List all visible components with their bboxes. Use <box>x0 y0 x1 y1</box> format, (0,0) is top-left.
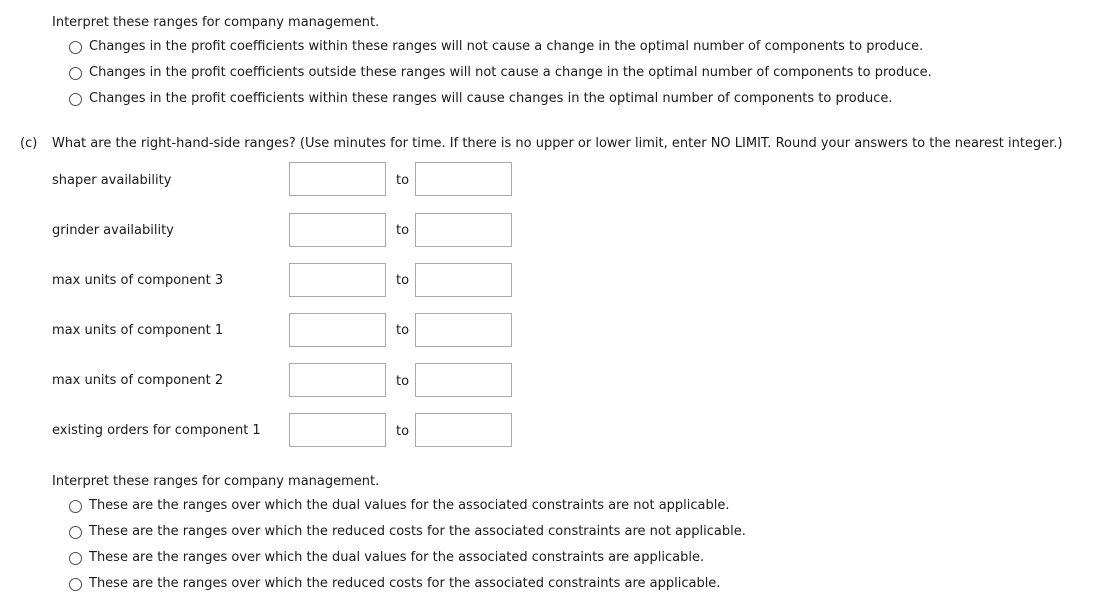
option-label: These are the ranges over which the dual values for the associated constraints are not applicable. <box>89 498 730 513</box>
to-label: to <box>396 424 410 439</box>
radio-button[interactable] <box>69 93 82 106</box>
radio-button[interactable] <box>69 552 82 565</box>
coefficient-option-3[interactable] <box>69 91 893 107</box>
component-3-upper-input[interactable] <box>415 263 512 297</box>
shaper-lower-input[interactable] <box>289 162 386 196</box>
radio-button[interactable] <box>69 67 82 80</box>
to-label: to <box>396 374 410 389</box>
rhs-option-2[interactable] <box>69 524 746 540</box>
rhs-option-4[interactable] <box>69 576 720 592</box>
component-3-lower-input[interactable] <box>289 263 386 297</box>
to-label: to <box>396 273 410 288</box>
option-label: Changes in the profit coefficients within these ranges will not cause a change in the optimal number of components to produce. <box>89 39 924 54</box>
constraint-label-grinder: grinder availability <box>52 223 174 238</box>
constraint-label-existing-orders: existing orders for component 1 <box>52 423 261 438</box>
to-label: to <box>396 173 410 188</box>
component-2-upper-input[interactable] <box>415 363 512 397</box>
option-label: Changes in the profit coefficients within these ranges will cause changes in the optimal number of components to produce. <box>89 91 893 106</box>
shaper-upper-input[interactable] <box>415 162 512 196</box>
rhs-interpret-prompt: Interpret these ranges for company management. <box>52 474 380 489</box>
option-label: These are the ranges over which the reduced costs for the associated constraints are applicable. <box>89 576 721 591</box>
rhs-option-1[interactable] <box>69 498 730 514</box>
grinder-upper-input[interactable] <box>415 213 512 247</box>
to-label: to <box>396 323 410 338</box>
component-1-lower-input[interactable] <box>289 313 386 347</box>
part-c-question: What are the right-hand-side ranges? (Use minutes for time. If there is no upper or lower limit, enter NO LIMIT. Round your answers to the nearest integer.) <box>52 136 1063 151</box>
radio-button[interactable] <box>69 500 82 513</box>
part-marker: (c) <box>20 136 38 151</box>
existing-orders-lower-input[interactable] <box>289 413 386 447</box>
coefficient-option-1[interactable] <box>69 39 923 55</box>
rhs-option-3[interactable] <box>69 550 704 566</box>
constraint-label-component-3: max units of component 3 <box>52 273 224 288</box>
constraint-label-component-2: max units of component 2 <box>52 373 224 388</box>
radio-button[interactable] <box>69 41 82 54</box>
component-2-lower-input[interactable] <box>289 363 386 397</box>
option-label: These are the ranges over which the dual values for the associated constraints are applicable. <box>89 550 705 565</box>
grinder-lower-input[interactable] <box>289 213 386 247</box>
radio-button[interactable] <box>69 578 82 591</box>
option-label: Changes in the profit coefficients outside these ranges will not cause a change in the optimal number of components to produce. <box>89 65 932 80</box>
to-label: to <box>396 223 410 238</box>
constraint-label-shaper: shaper availability <box>52 173 172 188</box>
component-1-upper-input[interactable] <box>415 313 512 347</box>
option-label: These are the ranges over which the reduced costs for the associated constraints are not applicable. <box>89 524 746 539</box>
coefficient-interpret-prompt: Interpret these ranges for company management. <box>52 15 380 30</box>
coefficient-option-2[interactable] <box>69 65 932 81</box>
constraint-label-component-1: max units of component 1 <box>52 323 224 338</box>
existing-orders-upper-input[interactable] <box>415 413 512 447</box>
radio-button[interactable] <box>69 526 82 539</box>
